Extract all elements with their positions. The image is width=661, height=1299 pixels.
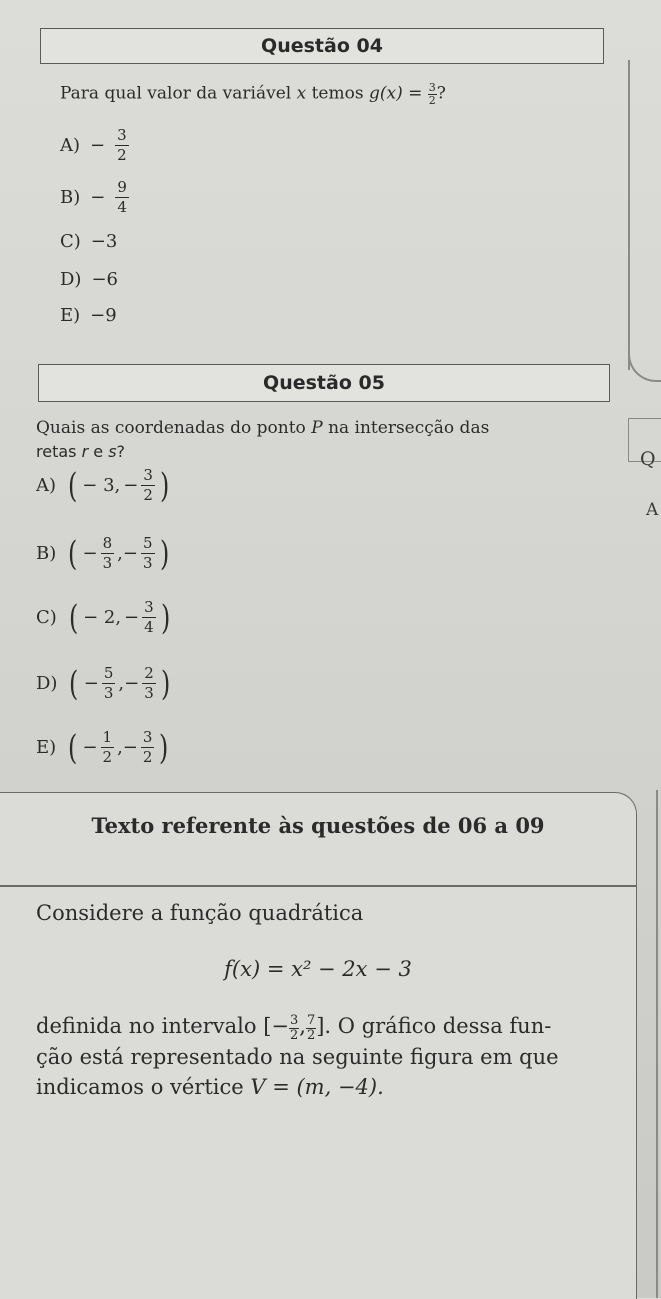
question-05-stem	[36, 416, 489, 464]
option-e[interactable]	[36, 727, 171, 768]
option-d[interactable]	[60, 269, 118, 290]
question-05-title: Questão 05	[263, 372, 385, 394]
stem-text: ?	[436, 83, 446, 104]
stem-variable: x	[296, 83, 307, 104]
option-letter: B)	[60, 187, 81, 208]
option-coordinates: ( − $\frac{5}{3}$ ,− $\frac{2}{3}$ )	[69, 663, 171, 704]
option-value: −3	[90, 231, 118, 252]
option-sign: −	[90, 187, 106, 208]
option-fraction: $\frac{3}{2}$	[117, 126, 127, 164]
question-04-title: Questão 04	[261, 35, 383, 57]
option-coordinates: ( − 2, − $\frac{3}{4}$ )	[68, 597, 170, 638]
option-letter: C)	[60, 231, 81, 252]
paragraph-text: indicamos o vértice	[36, 1074, 244, 1099]
page-edge-curve	[628, 340, 661, 382]
question-04-header	[40, 28, 604, 64]
paragraph-text: ção está representado na seguinte figura em que	[36, 1044, 559, 1069]
stem-line-s: s	[108, 442, 117, 461]
option-c[interactable]	[36, 597, 172, 638]
option-coordinates: ( − $\frac{1}{2}$ ,− $\frac{3}{2}$ )	[68, 727, 169, 768]
option-fraction: $\frac{9}{4}$	[117, 178, 127, 216]
stem-text: e	[93, 442, 104, 461]
option-e[interactable]	[60, 305, 117, 326]
option-letter: E)	[36, 737, 57, 758]
option-b[interactable]	[36, 533, 171, 574]
option-d[interactable]	[36, 663, 172, 704]
paragraph-text: O gráfico dessa fun-	[337, 1014, 552, 1038]
option-letter: E)	[60, 305, 81, 326]
stem-text: retas	[36, 442, 77, 461]
paragraph-text: definida no intervalo	[36, 1014, 257, 1038]
option-a[interactable]	[36, 465, 171, 506]
page-edge-line	[628, 60, 630, 370]
option-b[interactable]	[60, 180, 129, 215]
option-coordinates: ( − 3, − $\frac{3}{2}$ )	[68, 465, 170, 506]
stem-fraction: $\frac{3}{2}$	[428, 81, 436, 107]
option-c[interactable]	[60, 231, 117, 252]
text-block-formula: f(x) = x² − 2x − 3	[224, 957, 412, 981]
edge-fragment-a: A	[646, 500, 659, 520]
option-coordinates: ( − $\frac{8}{3}$ ,− $\frac{5}{3}$ )	[68, 533, 169, 574]
stem-text: Quais as coordenadas do ponto	[36, 418, 306, 438]
stem-text: Para qual valor da variável	[60, 83, 292, 104]
edge-fragment-q: Q	[640, 448, 656, 470]
interval: [− $\frac{3}{2}$ , $\frac{7}{2}$ ].	[263, 1012, 332, 1043]
text-block-intro: Considere a função quadrática	[36, 901, 364, 925]
question-04-stem	[60, 82, 446, 106]
stem-text: na intersecção das	[328, 418, 490, 438]
option-letter: D)	[36, 673, 58, 694]
option-value: −9	[90, 305, 117, 326]
option-letter: B)	[36, 543, 57, 564]
text-block-divider	[0, 885, 636, 887]
text-block-title: Texto referente às questões de 06 a 09	[91, 813, 545, 838]
stem-point: P	[311, 418, 323, 438]
option-letter: A)	[60, 135, 81, 156]
option-letter: D)	[60, 269, 82, 290]
option-value: −6	[91, 269, 119, 290]
text-block-paragraph	[36, 1011, 559, 1102]
option-letter: A)	[36, 475, 57, 496]
stem-text: temos	[311, 83, 364, 104]
page-edge-curve-lower	[656, 790, 661, 1298]
text-block	[0, 792, 637, 1299]
stem-text: ?	[116, 442, 126, 461]
question-05-header	[38, 364, 610, 402]
stem-line-r: r	[81, 442, 89, 461]
option-letter: C)	[36, 607, 57, 628]
stem-function: g(x) =	[368, 83, 423, 104]
option-sign: −	[90, 135, 106, 156]
option-a[interactable]	[60, 128, 129, 163]
vertex-expression: V = (m, −4).	[250, 1074, 384, 1099]
